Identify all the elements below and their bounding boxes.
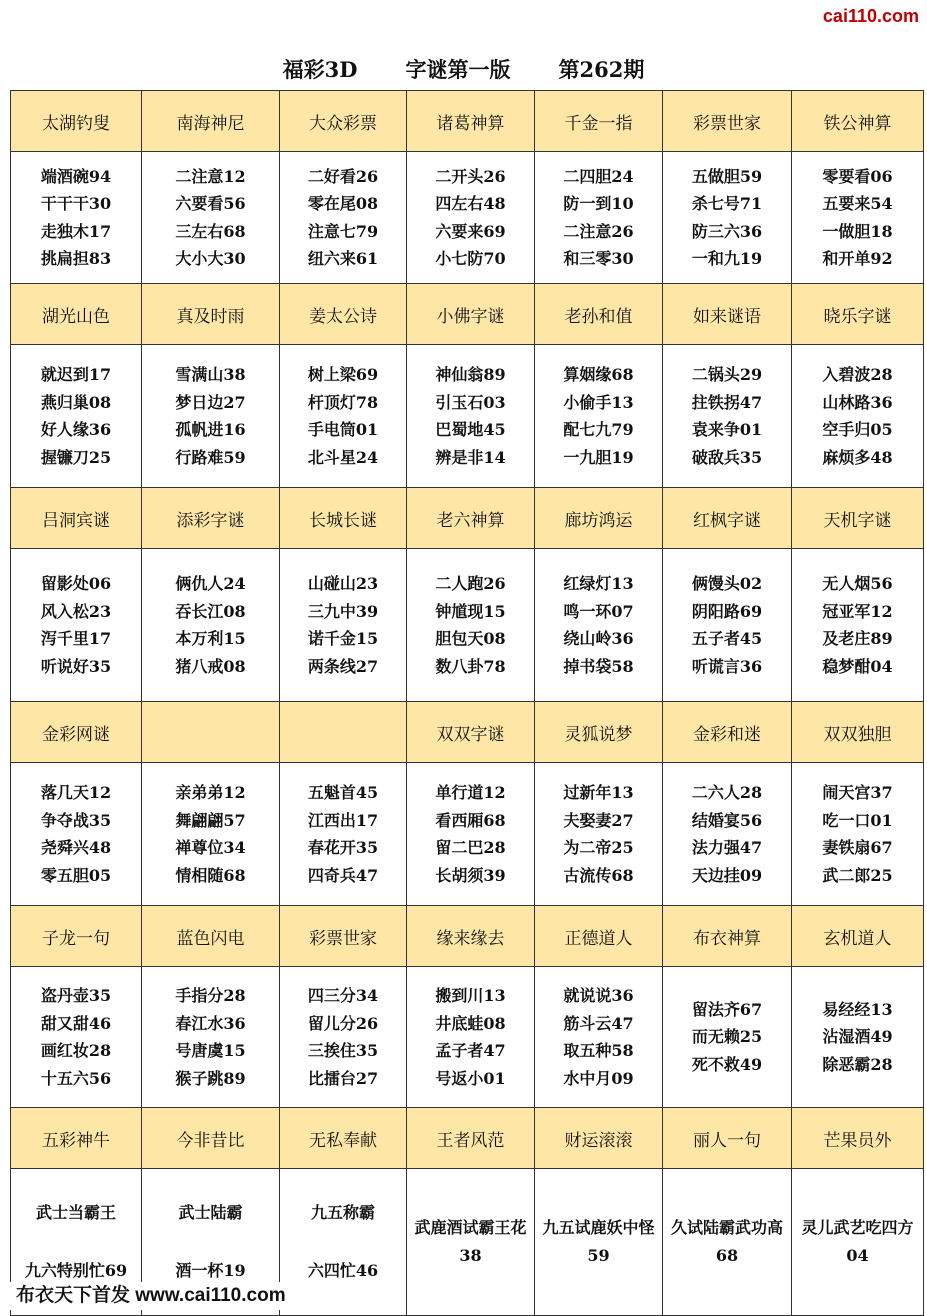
clue-line: 防三六36	[691, 221, 763, 241]
clue-line: 两条线27	[307, 656, 379, 676]
clue-cell	[11, 967, 142, 1108]
clue-cell	[663, 967, 792, 1108]
clue-cell	[535, 152, 663, 284]
clue-line: 梦日边27	[175, 392, 246, 412]
clue-line: 五魁首45	[307, 783, 379, 802]
clue-line: 及老庄89	[822, 629, 893, 648]
clue-cell	[11, 763, 142, 906]
source-name-cell: 老六神算	[407, 488, 535, 549]
clue-line: 尧舜兴48	[40, 838, 112, 857]
clue-line: 天边挂09	[691, 865, 763, 885]
clue-line: 袁来争01	[691, 420, 763, 439]
clue-line: 听说好35	[40, 656, 112, 676]
clue-line: 武士陆霸	[178, 1203, 243, 1222]
clue-line: 留儿分26	[307, 1013, 379, 1033]
clue-line: 二六人28	[691, 783, 763, 802]
source-name-cell	[280, 702, 407, 763]
clue-cell	[407, 345, 535, 488]
source-name-cell: 姜太公诗	[280, 284, 407, 345]
source-name-cell: 财运滚滚	[535, 1108, 663, 1169]
clue-line: 本万利15	[175, 629, 246, 648]
clue-cell	[11, 549, 142, 702]
clue-cell	[535, 1169, 663, 1316]
clue-line: 亲弟弟12	[175, 783, 246, 802]
source-name-cell: 小佛字谜	[407, 284, 535, 345]
riddle-table	[10, 90, 924, 1316]
clue-line: 诺千金15	[307, 629, 379, 648]
clue-line: 胆包天08	[435, 629, 506, 648]
clue-line: 手电筒01	[307, 420, 379, 439]
clue-line: 零五胆05	[40, 865, 112, 885]
clue-row	[11, 152, 924, 284]
source-name-cell: 蓝色闪电	[142, 906, 280, 967]
clue-cell	[407, 967, 535, 1108]
clue-row	[11, 549, 924, 702]
clue-line: 数八卦78	[435, 656, 506, 676]
source-name-cell: 千金一指	[535, 91, 663, 152]
clue-cell	[11, 152, 142, 284]
clue-line: 二注意12	[175, 166, 246, 186]
source-name-cell: 芒果员外	[792, 1108, 924, 1169]
clue-line: 武士当霸王	[35, 1203, 116, 1222]
line-gap	[11, 1227, 141, 1257]
clue-line: 古流传68	[563, 865, 634, 885]
clue-cell	[535, 967, 663, 1108]
clue-line: 落几天12	[40, 783, 112, 802]
clue-line: 走独木17	[40, 221, 112, 241]
clue-line: 鸣一环07	[563, 601, 634, 621]
source-name-cell: 今非昔比	[142, 1108, 280, 1169]
title-issue: 第262期	[558, 57, 645, 82]
source-name-cell: 诸葛神算	[407, 91, 535, 152]
clue-line: 三左右68	[175, 221, 246, 241]
source-name-cell: 布衣神算	[663, 906, 792, 967]
clue-line: 五子者45	[691, 629, 763, 648]
clue-line: 一做胆18	[822, 221, 893, 241]
clue-line: 夫娶妻27	[563, 810, 634, 830]
clue-line: 留法齐67	[691, 999, 763, 1019]
clue-line: 破敌兵35	[691, 447, 763, 467]
source-name-cell: 晓乐字谜	[792, 284, 924, 345]
line-gap	[142, 1227, 279, 1257]
clue-line: 好人缘36	[40, 420, 112, 439]
clue-line: 四三分34	[307, 986, 379, 1005]
clue-line: 妻铁扇67	[822, 838, 893, 857]
clue-line: 入碧波28	[822, 365, 893, 384]
clue-line: 冠亚军12	[822, 601, 893, 621]
source-name-cell: 南海神尼	[142, 91, 280, 152]
header-row	[11, 702, 924, 763]
clue-cell	[792, 1169, 924, 1316]
clue-line: 猴子跳89	[175, 1068, 246, 1088]
clue-line: 辨是非14	[435, 447, 506, 467]
clue-line: 一九胆19	[563, 447, 634, 467]
clue-line: 三九中39	[307, 601, 379, 621]
clue-cell	[280, 549, 407, 702]
source-name-cell: 长城长谜	[280, 488, 407, 549]
clue-line: 孟子者47	[435, 1041, 506, 1060]
clue-line: 筋斗云47	[563, 1013, 634, 1033]
clue-line: 武二郎25	[822, 865, 893, 885]
clue-line: 雪满山38	[175, 365, 246, 384]
clue-line: 无人烟56	[822, 574, 893, 593]
clue-line: 听谎言36	[691, 656, 763, 676]
source-name-cell: 真及时雨	[142, 284, 280, 345]
clue-line: 九五试鹿妖中怪59	[542, 1218, 655, 1265]
clue-line: 五做胆59	[691, 166, 763, 186]
header-row	[11, 488, 924, 549]
clue-line: 吃一口01	[822, 810, 893, 830]
clue-line: 和三零30	[563, 249, 634, 268]
clue-line: 稳梦酣04	[822, 656, 893, 676]
clue-line: 吞长江08	[175, 601, 246, 621]
clue-cell	[792, 549, 924, 702]
source-name-cell: 金彩网谜	[11, 702, 142, 763]
clue-cell	[663, 763, 792, 906]
clue-cell	[663, 1169, 792, 1316]
clue-line: 绕山岭36	[563, 629, 634, 648]
clue-line: 取五种58	[563, 1041, 634, 1060]
clue-line: 十五六56	[40, 1068, 112, 1088]
clue-line: 过新年13	[563, 783, 634, 802]
clue-line: 九六特别忙69	[24, 1261, 128, 1280]
clue-cell	[280, 763, 407, 906]
clue-cell	[142, 967, 280, 1108]
source-name-cell: 廊坊鸿运	[535, 488, 663, 549]
line-gap	[280, 1227, 406, 1257]
source-name-cell: 大众彩票	[280, 91, 407, 152]
header-row	[11, 91, 924, 152]
clue-row	[11, 763, 924, 906]
clue-line: 六要来69	[435, 221, 506, 241]
clue-cell	[535, 549, 663, 702]
clue-line: 为二帝25	[563, 838, 634, 857]
clue-line: 二四胆24	[563, 166, 634, 186]
clue-line: 树上梁69	[307, 365, 379, 384]
source-name-cell: 灵狐说梦	[535, 702, 663, 763]
clue-cell	[792, 967, 924, 1108]
clue-cell	[142, 549, 280, 702]
clue-cell	[142, 152, 280, 284]
clue-line: 泻千里17	[40, 629, 112, 648]
clue-line: 情相随68	[175, 865, 246, 885]
source-name-cell: 玄机道人	[792, 906, 924, 967]
clue-line: 红绿灯13	[563, 574, 634, 593]
clue-cell	[142, 763, 280, 906]
source-name-cell: 子龙一句	[11, 906, 142, 967]
source-name-cell: 五彩神牛	[11, 1108, 142, 1169]
clue-line: 武鹿酒试霸王花38	[414, 1218, 527, 1265]
clue-line: 阴阳路69	[691, 601, 763, 621]
clue-line: 留影处06	[40, 574, 112, 593]
header-row	[11, 906, 924, 967]
clue-line: 闹天宫37	[822, 783, 893, 802]
clue-line: 三挨住35	[307, 1041, 379, 1060]
clue-line: 和开单92	[822, 249, 893, 268]
clue-line: 五要来54	[822, 194, 893, 213]
source-name-cell: 天机字谜	[792, 488, 924, 549]
clue-line: 杀七号71	[691, 194, 763, 213]
clue-line: 就迟到17	[40, 365, 112, 384]
clue-cell	[142, 345, 280, 488]
clue-line: 防一到10	[563, 194, 634, 213]
clue-line: 小七防70	[435, 249, 506, 268]
source-name-cell: 双双字谜	[407, 702, 535, 763]
clue-line: 配七九79	[563, 420, 634, 439]
clue-line: 四左右48	[435, 194, 506, 213]
source-name-cell: 丽人一句	[663, 1108, 792, 1169]
source-name-cell: 正德道人	[535, 906, 663, 967]
clue-line: 掉书袋58	[563, 656, 634, 676]
clue-line: 春花开35	[307, 838, 379, 857]
clue-line: 山碰山23	[307, 574, 379, 593]
clue-line: 六要看56	[175, 194, 246, 213]
clue-line: 麻烦多48	[822, 447, 893, 467]
clue-line: 杆顶灯78	[307, 392, 379, 412]
clue-line: 结婚宴56	[691, 810, 763, 830]
clue-cell	[280, 345, 407, 488]
clue-line: 二好看26	[307, 166, 379, 186]
source-name-cell: 双双独胆	[792, 702, 924, 763]
source-name-cell: 如来谜语	[663, 284, 792, 345]
clue-line: 大小大30	[175, 249, 246, 268]
clue-line: 挑扁担83	[40, 249, 112, 268]
clue-line: 燕归巢08	[40, 392, 112, 412]
clue-line: 零在尾08	[307, 194, 379, 213]
clue-cell	[663, 152, 792, 284]
clue-line: 久试陆霸武功高68	[670, 1218, 783, 1265]
clue-line: 二人跑26	[435, 574, 506, 593]
clue-line: 俩仇人24	[175, 574, 246, 593]
clue-line: 算姻缘68	[563, 365, 634, 384]
source-name-cell: 添彩字谜	[142, 488, 280, 549]
clue-line: 猪八戒08	[175, 656, 246, 676]
clue-line: 纽六来61	[307, 249, 379, 268]
clue-line: 就说说36	[563, 986, 634, 1005]
clue-cell	[280, 967, 407, 1108]
clue-line: 法力强47	[691, 838, 763, 857]
clue-line: 干干干30	[40, 194, 112, 213]
clue-line: 甜又甜46	[40, 1013, 112, 1033]
clue-line: 行路难59	[175, 447, 246, 467]
clue-line: 俩馒头02	[691, 574, 763, 593]
header-row	[11, 1108, 924, 1169]
clue-line: 号返小01	[435, 1068, 506, 1088]
clue-line: 引玉石03	[435, 392, 506, 412]
clue-line: 六四忙46	[307, 1261, 379, 1280]
clue-cell	[407, 549, 535, 702]
footer-credit[interactable]: 布衣天下首发 www.cai110.com	[0, 1282, 396, 1310]
clue-line: 钟馗现15	[435, 601, 506, 621]
source-name-cell: 金彩和迷	[663, 702, 792, 763]
clue-cell	[280, 152, 407, 284]
clue-line: 拄铁拐47	[691, 392, 763, 412]
clue-cell	[792, 345, 924, 488]
clue-line: 孤帆进16	[175, 420, 246, 439]
clue-line: 井底蛙08	[435, 1013, 506, 1033]
source-name-cell: 老孙和值	[535, 284, 663, 345]
clue-row	[11, 345, 924, 488]
clue-line: 神仙翁89	[435, 365, 506, 384]
clue-line: 端酒碗94	[40, 166, 112, 186]
clue-line: 留二巴28	[435, 838, 506, 857]
clue-line: 争夺战35	[40, 810, 112, 830]
clue-line: 四奇兵47	[307, 865, 379, 885]
clue-line: 而无赖25	[691, 1027, 763, 1047]
clue-line: 风入松23	[40, 601, 112, 621]
clue-line: 禅尊位34	[175, 838, 246, 857]
clue-line: 死不救49	[691, 1054, 763, 1074]
clue-line: 零要看06	[822, 166, 893, 186]
header-row	[11, 284, 924, 345]
clue-line: 舞翩翩57	[175, 810, 246, 830]
source-name-cell: 太湖钓叟	[11, 91, 142, 152]
clue-line: 空手归05	[822, 420, 893, 439]
source-name-cell: 彩票世家	[280, 906, 407, 967]
clue-line: 灵儿武艺吃四方04	[801, 1218, 914, 1265]
clue-cell	[407, 763, 535, 906]
clue-cell	[535, 345, 663, 488]
site-brand[interactable]: cai110.com	[822, 6, 919, 26]
clue-line: 盗丹壶35	[40, 986, 112, 1005]
clue-line: 一和九19	[691, 249, 763, 268]
clue-cell	[535, 763, 663, 906]
clue-cell	[11, 345, 142, 488]
source-name-cell: 湖光山色	[11, 284, 142, 345]
clue-line: 北斗星24	[307, 447, 379, 467]
clue-line: 除恶霸28	[822, 1054, 893, 1074]
clue-line: 单行道12	[435, 783, 506, 802]
clue-line: 沾湿酒49	[822, 1027, 893, 1047]
clue-line: 号唐虞15	[175, 1041, 246, 1060]
clue-line: 九五称霸	[310, 1203, 375, 1222]
clue-line: 手指分28	[175, 986, 246, 1005]
clue-line: 比擂台27	[307, 1068, 379, 1088]
clue-line: 小偷手13	[563, 392, 634, 412]
title-product: 福彩3D	[282, 57, 358, 82]
source-name-cell: 红枫字谜	[663, 488, 792, 549]
clue-line: 二注意26	[563, 221, 634, 241]
source-name-cell: 王者风范	[407, 1108, 535, 1169]
source-name-cell: 吕洞宾谜	[11, 488, 142, 549]
clue-cell	[792, 152, 924, 284]
source-name-cell	[142, 702, 280, 763]
clue-line: 山林路36	[822, 392, 893, 412]
source-name-cell: 铁公神算	[792, 91, 924, 152]
clue-line: 易经经13	[822, 999, 893, 1019]
clue-line: 长胡须39	[435, 865, 506, 885]
clue-row	[11, 967, 924, 1108]
clue-line: 酒一杯19	[175, 1261, 246, 1280]
clue-cell	[792, 763, 924, 906]
page-title	[0, 54, 927, 84]
source-name-cell: 缘来缘去	[407, 906, 535, 967]
source-name-cell: 彩票世家	[663, 91, 792, 152]
clue-line: 注意七79	[307, 221, 379, 241]
clue-line: 春江水36	[175, 1013, 246, 1033]
clue-line: 看西厢68	[435, 810, 506, 830]
title-edition: 字谜第一版	[405, 57, 511, 82]
clue-line: 搬到川13	[435, 986, 506, 1005]
clue-line: 江西出17	[307, 810, 379, 830]
clue-line: 握镰刀25	[40, 447, 112, 467]
clue-cell	[407, 152, 535, 284]
clue-line: 二锅头29	[691, 365, 763, 384]
clue-cell	[407, 1169, 535, 1316]
clue-line: 巴蜀地45	[435, 420, 506, 439]
clue-cell	[663, 549, 792, 702]
clue-line: 二开头26	[435, 166, 506, 186]
clue-line: 画红妆28	[40, 1041, 112, 1060]
clue-cell	[663, 345, 792, 488]
source-name-cell: 无私奉献	[280, 1108, 407, 1169]
clue-line: 水中月09	[563, 1068, 634, 1088]
